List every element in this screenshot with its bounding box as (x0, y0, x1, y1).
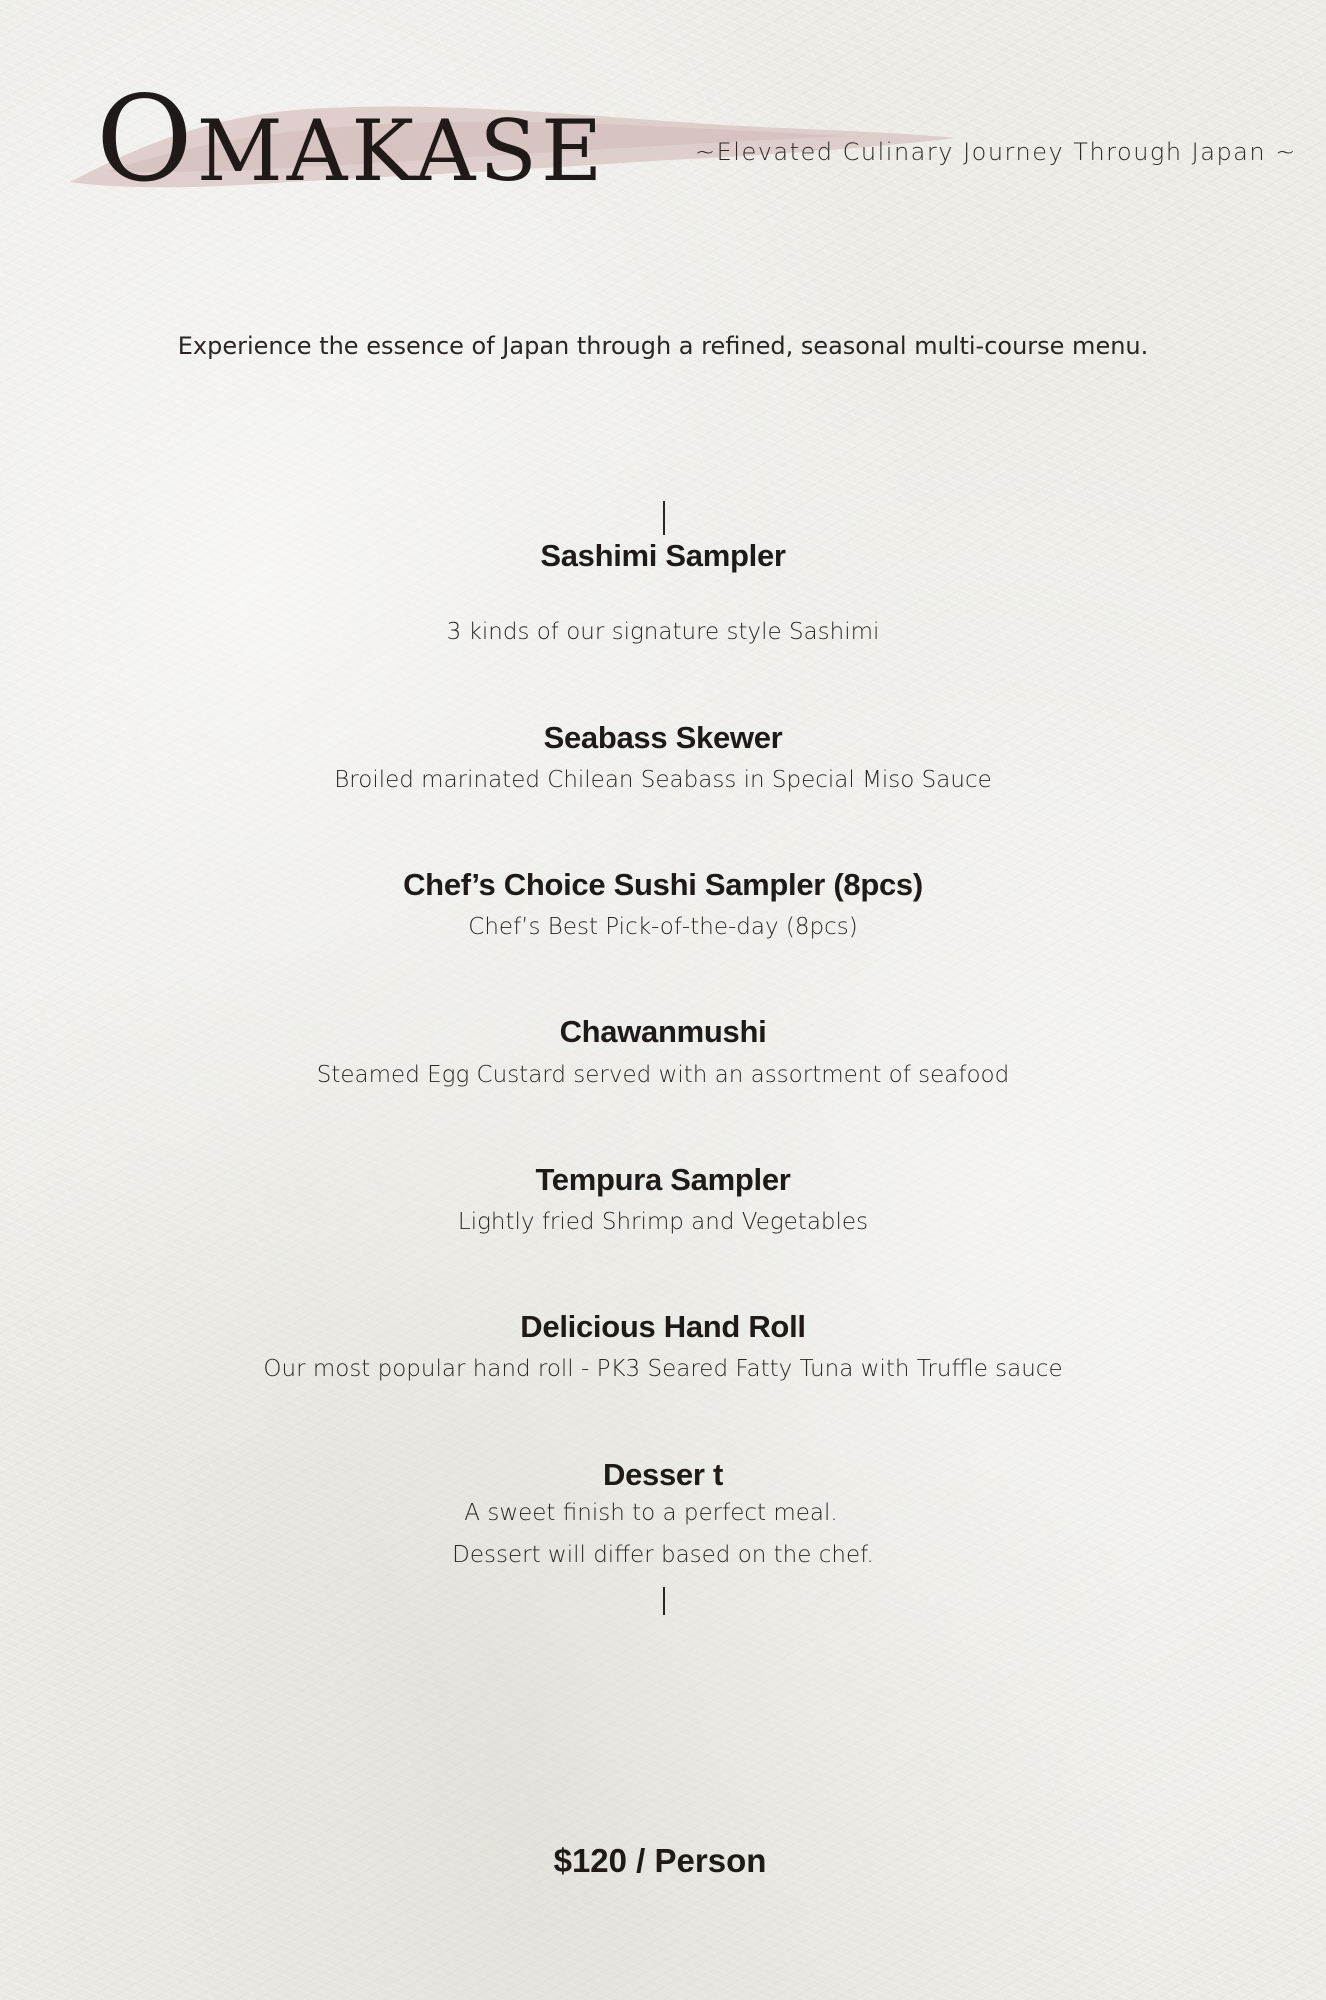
course-name-sashimi: Sashimi Sampler (540, 538, 786, 573)
menu-intro: Experience the essence of Japan through a refined, seasonal multi-course menu. (177, 332, 1149, 360)
course-name-dessert: Desser t (603, 1457, 723, 1492)
course-name-hand-roll: Delicious Hand Roll (520, 1309, 806, 1344)
menu-title (96, 70, 607, 208)
price-per-person: $120 / Person (553, 1842, 767, 1879)
menu-subtitle: ~Elevated Culinary Journey Through Japan ~ (695, 138, 1297, 166)
course-desc-chawanmushi: Steamed Egg Custard served with an assortment of seafood (316, 1062, 1010, 1088)
course-desc-sashimi: 3 kinds of our signature style Sashimi (446, 619, 880, 645)
course-desc-dessert: A sweet finish to a perfect meal. (464, 1500, 838, 1526)
bottom-divider-line (663, 1587, 665, 1615)
course-desc-tempura: Lightly fried Shrimp and Vegetables (457, 1209, 869, 1235)
title-capital-letter: O (96, 70, 197, 208)
course-name-seabass: Seabass Skewer (543, 720, 783, 755)
course-name-tempura: Tempura Sampler (535, 1162, 791, 1197)
course-desc-hand-roll: Our most popular hand roll - PK3 Seared Fatty Tuna with Truffle sauce (263, 1356, 1063, 1382)
top-divider-line (663, 501, 665, 535)
course-desc-sushi: Chef’s Best Pick-of-the-day (8pcs) (468, 914, 858, 940)
course-note-dessert: Dessert will differ based on the chef. (452, 1542, 874, 1568)
course-name-sushi: Chef’s Choice Sushi Sampler (8pcs) (403, 867, 923, 902)
course-desc-seabass: Broiled marinated Chilean Seabass in Special Miso Sauce (334, 767, 992, 793)
course-name-chawanmushi: Chawanmushi (559, 1014, 767, 1049)
title-rest: MAKASE (196, 102, 607, 200)
